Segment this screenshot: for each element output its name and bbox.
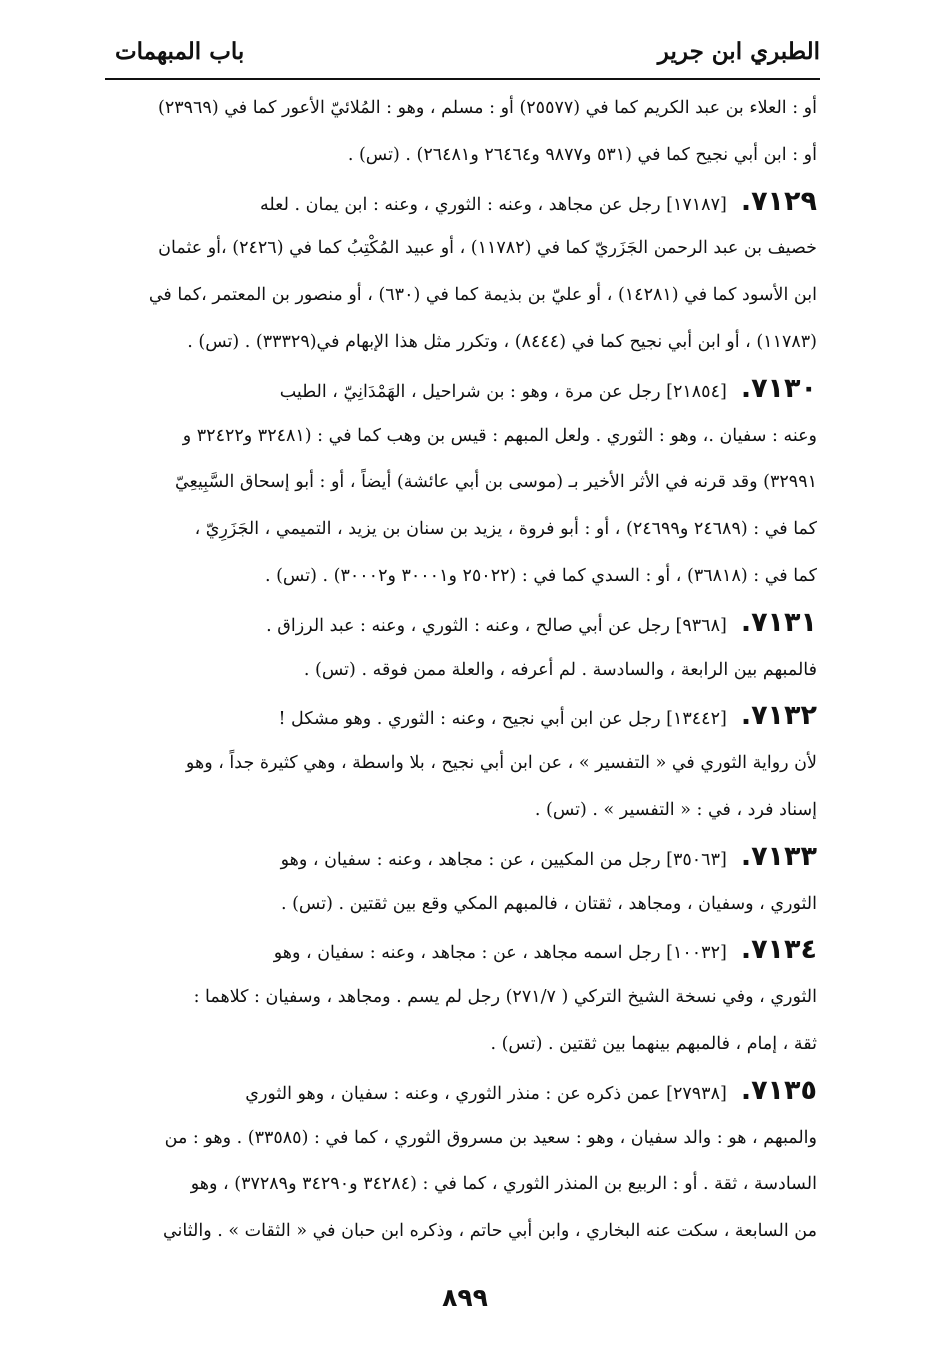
page-body (105, 85, 817, 1255)
text-line (105, 225, 817, 272)
text-line (105, 881, 817, 928)
line-text: من السابعة ، سكت عنه البخاري ، وابن أبي حاتم ، وذكره ابن حبان في « الثقات » . والثاني (162, 1221, 817, 1242)
text-line (105, 413, 817, 460)
text-line (105, 85, 817, 132)
chapter-title: باب المبهمات (115, 38, 245, 65)
line-text: [١٠٠٣٢] رجل اسمه مجاهد ، عن : مجاهد ، وعنه : سفيان ، وهو (273, 943, 727, 964)
line-text: الثوري ، وفي نسخة الشيخ التركي ( ٢٧١/٧) رجل لم يسم . ومجاهد ، وسفيان : كلاهما : (193, 987, 817, 1008)
line-text: [٩٣٦٨] رجل عن أبي صالح ، وعنه : الثوري ، وعنه : عبد الرزاق . (266, 615, 727, 636)
text-line (105, 1021, 817, 1068)
text-line (105, 459, 817, 506)
running-header (105, 30, 820, 74)
line-text: (١١٧٨٣) ، أو ابن أبي نجيح كما في (٨٤٤٤) ، وتكرر مثل هذا الإبهام في(٣٣٣٢٩) . (تس) . (187, 331, 817, 352)
line-text: أو : العلاء بن عبد الكريم كما في (٢٥٥٧٧) أو : مسلم ، وهو : المُلائيّ الأعور كما في (٢٣٩٦٩) (157, 98, 817, 118)
entry-first-line (105, 600, 817, 647)
entry-first-line (105, 834, 817, 881)
line-text: لأن رواية الثوري في « التفسير » ، عن ابن أبي نجيح ، بلا واسطة ، وهي كثيرة جداً ، وهو (185, 753, 817, 774)
entry-first-line (105, 927, 817, 974)
entry-number: ٧١٣٥. (740, 1074, 817, 1106)
text-line (105, 553, 817, 600)
line-text: [١٧١٨٧] رجل عن مجاهد ، وعنه : الثوري ، وعنه : ابن يمان . لعله (259, 194, 727, 215)
text-line (105, 272, 817, 319)
text-line (105, 647, 817, 694)
page-number: ٨٩٩ (442, 1283, 488, 1312)
line-text: كما في : (٣٦٨١٨) ، أو : السدي كما في : (٢٥٠٢٢ و٣٠٠٠١ و٣٠٠٠٢) . (تس) . (264, 565, 817, 586)
text-line (105, 506, 817, 553)
text-line (105, 1208, 817, 1255)
line-text: أو : ابن أبي نجيح كما في (٥٣١ و٩٨٧٧ و٢٦٤٦٤ و٢٦٤٨١) . (تس) . (347, 144, 817, 165)
entry-first-line (105, 1068, 817, 1115)
text-line (105, 1161, 817, 1208)
entry-number: ٧١٣١. (740, 606, 817, 638)
text-line (105, 319, 817, 366)
line-text: والمبهم ، هو : والد سفيان ، وهو : سعيد بن مسروق الثوري ، كما في : (٣٣٥٨٥) . وهو : من (164, 1127, 817, 1148)
line-text: [٢١٨٥٤] رجل عن مرة ، وهو : بن شراحيل ، الهَمْدَانِيّ ، الطيب (279, 381, 727, 402)
entry-number: ٧١٣٣. (740, 840, 817, 872)
line-text: ٣٢٩٩١) وقد قرنه في الأثر الأخير بـ (موسى بن أبي عائشة) أيضاً ، أو : أبو إسحاق السَّبِيعِيّ (174, 472, 817, 493)
entry-number: ٧١٣٤. (740, 934, 817, 966)
text-line (105, 787, 817, 834)
entry-number: ٧١٢٩. (740, 185, 817, 217)
line-text: ثقة ، إمام ، فالمبهم بينهما بين ثقتين . (تس) . (490, 1033, 817, 1054)
text-line (105, 740, 817, 787)
text-line (105, 132, 817, 179)
line-text: إسناد فرد ، في : « التفسير » . (تس) . (534, 799, 817, 820)
entry-number: ٧١٣٢. (740, 700, 817, 732)
text-line (105, 1115, 817, 1162)
line-text: وعنه : سفيان .، وهو : الثوري . ولعل المبهم : قيس بن وهب كما في : (٣٢٤٨١ و٣٢٤٢٢ و (182, 425, 817, 446)
entry-first-line (105, 693, 817, 740)
line-text: [٣٥٠٦٣] رجل من المكيين ، عن : مجاهد ، وعنه : سفيان ، وهو (280, 849, 727, 870)
entry-first-line (105, 179, 817, 226)
line-text: ابن الأسود كما في (١٤٢٨١) ، أو عليّ بن بذيمة كما في (٦٣٠) ، أو منصور بن المعتمر ،كما في (148, 285, 817, 306)
header-rule (105, 78, 820, 80)
entry-first-line (105, 366, 817, 413)
text-line (105, 974, 817, 1021)
line-text: [٢٧٩٣٨] عمن ذكره عن : منذر الثوري ، وعنه : سفيان ، وهو الثوري (245, 1083, 727, 1104)
line-text: خصيف بن عبد الرحمن الجَزَريّ كما في (١١٧٨٢) ، أو عبيد المُكْتِبُ كما في (٢٤٢٦) ،أو عثمان (158, 238, 817, 259)
book-title: الطبري ابن جرير (657, 38, 820, 65)
line-text: فالمبهم بين الرابعة ، والسادسة . لم أعرفه ، والعلة ممن فوقه . (تس) . (303, 659, 817, 680)
line-text: السادسة ، ثقة . أو : الربيع بن المنذر الثوري ، كما في : (٣٤٢٨٤ و٣٤٢٩٠ و٣٧٢٨٩) ، وهو (190, 1174, 817, 1195)
line-text: كما في : (٢٤٦٨٩ و٢٤٦٩٩) ، أو : أبو فروة ، يزيد بن سنان بن يزيد ، التميمي ، الجَزَرِيّ ، (194, 519, 817, 540)
line-text: [١٣٤٤٢] رجل عن ابن أبي نجيح ، وعنه : الثوري . وهو مشكل ! (278, 709, 727, 730)
line-text: الثوري ، وسفيان ، ومجاهد ، ثقتان ، فالمبهم المكي وقع بين ثقتين . (تس) . (280, 893, 817, 914)
entry-number: ٧١٣٠. (740, 372, 817, 404)
